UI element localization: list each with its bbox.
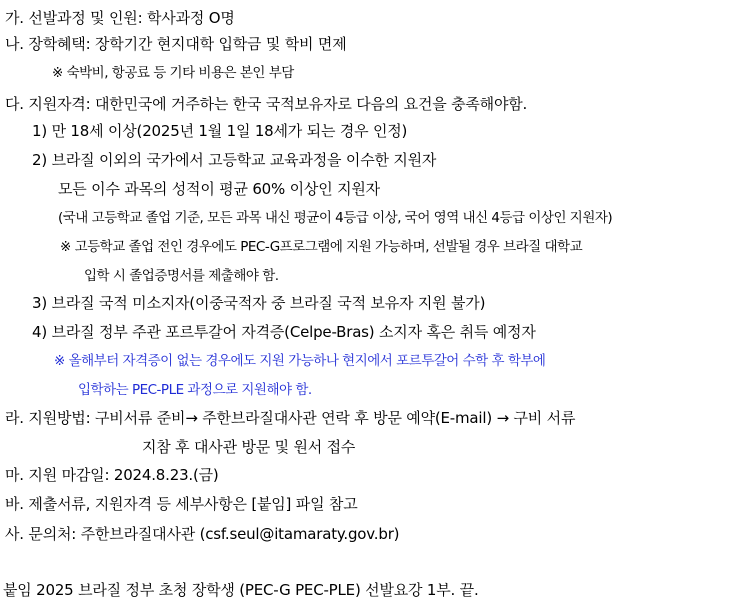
eligibility-celpe-bras: 4) 브라질 정부 주관 포르투갈어 자격증(Celpe-Bras) 소지자 혹은 취득 예정자 — [32, 323, 536, 341]
item-ba-documents: 바. 제출서류, 지원자격 등 세부사항은 [붙임] 파일 참고 — [5, 495, 358, 513]
note-pre-graduation-cont: 입학 시 졸업증명서를 제출해야 함. — [84, 268, 279, 284]
eligibility-grade-average: 모든 이수 과목의 성적이 평균 60% 이상인 지원자 — [58, 180, 380, 198]
eligibility-age: 1) 만 18세 이상(2025년 1월 1일 18세가 되는 경우 인정) — [32, 122, 408, 140]
eligibility-grade-criteria: (국내 고등학교 졸업 기준, 모든 과목 내신 평균이 4등급 이상, 국어 영역 내신 4등급 이상인 지원자) — [58, 210, 613, 226]
eligibility-highschool: 2) 브라질 이외의 국가에서 고등학교 교육과정을 이수한 지원자 — [32, 151, 437, 169]
item-ra-application: 라. 지원방법: 구비서류 준비→ 주한브라질대사관 연락 후 방문 예약(E-mail) → 구비 서류 — [5, 409, 576, 427]
note-accommodation-cost: ※ 숙박비, 항공료 등 기타 비용은 본인 부담 — [52, 65, 294, 81]
note-pec-ple-cont: 입학하는 PEC-PLE 과정으로 지원해야 함. — [78, 382, 312, 398]
note-pre-graduation: ※ 고등학교 졸업 전인 경우에도 PEC-G프로그램에 지원 가능하며, 선발될 경우 브라질 대학교 — [60, 239, 583, 255]
note-pec-ple: ※ 올해부터 자격증이 없는 경우에도 지원 가능하나 현지에서 포르투갈어 수학 후 학부에 — [54, 353, 546, 369]
item-da-eligibility: 다. 지원자격: 대한민국에 거주하는 한국 국적보유자로 다음의 요건을 충족해야함. — [5, 95, 528, 113]
item-sa-contact: 사. 문의처: 주한브라질대사관 (csf.seul@itamaraty.gov.br) — [5, 525, 400, 543]
item-na-benefits: 나. 장학혜택: 장학기간 현지대학 입학금 및 학비 면제 — [5, 35, 347, 53]
item-ma-deadline: 마. 지원 마감일: 2024.8.23.(금) — [5, 466, 219, 484]
item-ga-selection: 가. 선발과정 및 인원: 학사과정 O명 — [5, 9, 235, 27]
attachment-line: 붙임 2025 브라질 정부 초청 장학생 (PEC-G PEC-PLE) 선발요강 1부. 끝. — [3, 581, 479, 599]
item-ra-application-cont: 지참 후 대사관 방문 및 원서 접수 — [142, 438, 356, 456]
eligibility-nationality: 3) 브라질 국적 미소지자(이중국적자 중 브라질 국적 보유자 지원 불가) — [32, 294, 486, 312]
